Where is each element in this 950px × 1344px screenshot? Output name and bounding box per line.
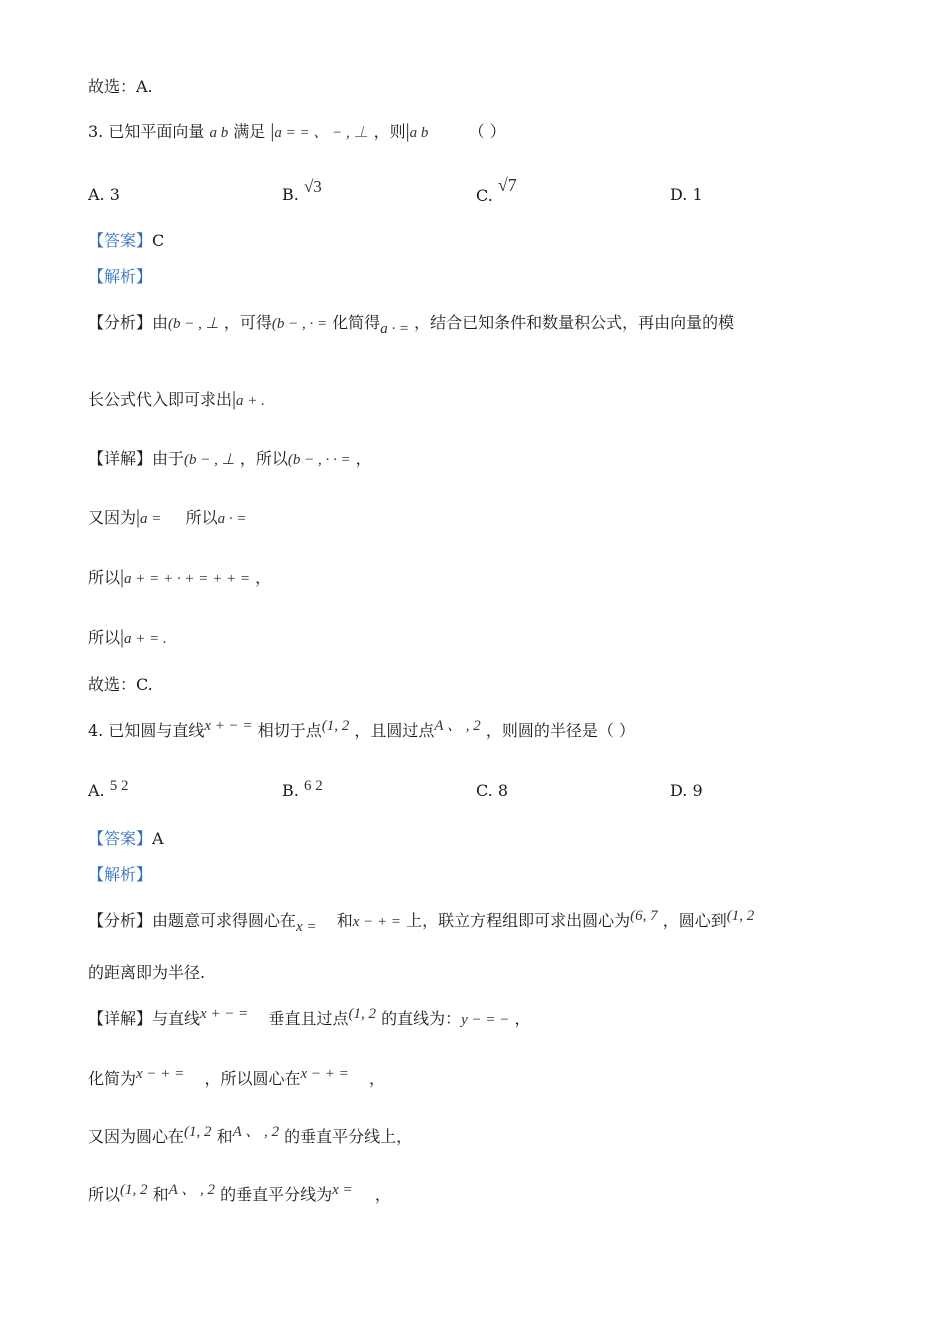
q4-option-b bbox=[282, 780, 323, 803]
text: 上，联立方程组即可求出圆心为 bbox=[406, 911, 631, 930]
text: 的距离即为半径. bbox=[88, 963, 206, 982]
text: ， bbox=[514, 1009, 531, 1028]
fenxi-tag: 【分析】 bbox=[88, 911, 153, 930]
option-label: D. bbox=[670, 185, 688, 204]
q4-detail-line-4 bbox=[88, 1184, 391, 1207]
q4-detail-line-3 bbox=[88, 1126, 412, 1149]
q3-analysis-heading bbox=[88, 266, 152, 288]
q4-detail-line-2 bbox=[88, 1068, 385, 1091]
answer-tag: 【答案】 bbox=[88, 829, 153, 848]
option-label: D. bbox=[670, 781, 688, 800]
formula: A 、 , 2 bbox=[434, 718, 481, 734]
q4-answer-value: A bbox=[152, 829, 164, 848]
text: 由题意可求得圆心在 bbox=[152, 911, 297, 930]
q4-fenxi-line-2 bbox=[88, 962, 205, 984]
text: 的垂直平分线为 bbox=[220, 1185, 333, 1204]
text: 由 bbox=[152, 313, 169, 332]
formula: a + = + · + = + + = bbox=[124, 571, 251, 587]
text: 和 bbox=[152, 1185, 169, 1204]
q3-option-d bbox=[670, 184, 703, 206]
option-label: C. bbox=[476, 781, 493, 800]
q3-fenxi-line-1 bbox=[88, 312, 734, 335]
formula: a · = bbox=[380, 321, 410, 337]
text: 的垂直平分线上， bbox=[284, 1127, 413, 1146]
text: ， bbox=[255, 568, 272, 587]
abs-bar: | bbox=[270, 120, 275, 142]
option-value: 1 bbox=[692, 185, 703, 204]
text: ， bbox=[374, 1185, 391, 1204]
formula: x − + = bbox=[136, 1066, 185, 1082]
fenxi-tag: 【分析】 bbox=[88, 313, 153, 332]
text: 又因为圆心在 bbox=[88, 1127, 185, 1146]
q3-answer-line bbox=[88, 230, 164, 252]
formula: x − + = bbox=[352, 914, 402, 930]
analysis-tag: 【解析】 bbox=[88, 267, 153, 286]
formula: (b − , · = bbox=[271, 316, 328, 332]
option-value: √3 bbox=[303, 177, 322, 196]
text: 4. 已知圆与直线 bbox=[88, 721, 205, 740]
formula: a · = bbox=[217, 511, 247, 527]
option-value: 6 2 bbox=[303, 778, 323, 794]
q3-answer-paren: （ ） bbox=[468, 122, 506, 141]
analysis-tag: 【解析】 bbox=[88, 865, 153, 884]
option-value: 5 2 bbox=[109, 778, 129, 794]
formula: A 、 , 2 bbox=[232, 1124, 280, 1140]
q3-option-c bbox=[476, 174, 517, 205]
xiangjie-tag: 【详解】 bbox=[88, 449, 153, 468]
text: 和 bbox=[216, 1127, 233, 1146]
abs-bar: | bbox=[120, 566, 125, 588]
abs-bar: | bbox=[120, 626, 125, 648]
text: 由于 bbox=[152, 449, 185, 468]
abs-bar: | bbox=[405, 120, 410, 142]
text: ，所以圆心在 bbox=[204, 1069, 301, 1088]
q3-detail-line-1 bbox=[88, 448, 372, 471]
q4-detail-line-1 bbox=[88, 1008, 531, 1031]
text: 又因为 bbox=[88, 508, 137, 527]
q3-stem-text: 3. 已知平面向量 bbox=[88, 122, 205, 141]
formula: (b − , ⊥ bbox=[168, 316, 219, 332]
formula: x + − = bbox=[200, 1006, 249, 1022]
text: ，且圆过点 bbox=[354, 721, 435, 740]
formula: x = bbox=[296, 919, 317, 935]
option-value: 3 bbox=[109, 185, 120, 204]
option-label: A. bbox=[88, 185, 105, 204]
question-3-stem bbox=[88, 120, 506, 144]
formula: x − + = bbox=[300, 1066, 349, 1082]
answer-tag: 【答案】 bbox=[88, 231, 153, 250]
q4-option-c bbox=[476, 780, 508, 802]
abs-bar: | bbox=[136, 506, 141, 528]
q3-detail-line-4 bbox=[88, 626, 167, 650]
formula: y − = − bbox=[461, 1012, 510, 1028]
text: 所以 bbox=[185, 508, 218, 527]
text: 的直线为： bbox=[381, 1009, 462, 1028]
option-value: 9 bbox=[692, 781, 703, 800]
text: ，可得 bbox=[223, 313, 272, 332]
q3-condition-formula: a = = 、 − , ⊥ bbox=[274, 125, 369, 141]
option-value: √7 bbox=[497, 175, 517, 195]
conclusion-text: 故选：A. bbox=[88, 77, 153, 96]
question-4-stem bbox=[88, 720, 635, 743]
xiangjie-tag: 【详解】 bbox=[88, 1009, 153, 1028]
formula: (b − , ⊥ bbox=[184, 452, 235, 468]
formula: (1, 2 bbox=[120, 1182, 148, 1198]
text: 所以 bbox=[88, 628, 121, 647]
q3-stem-text-2: 满足 bbox=[233, 122, 266, 141]
text: 化简得 bbox=[332, 313, 381, 332]
text: 故选：C. bbox=[88, 675, 153, 694]
q3-ask-formula: a b bbox=[409, 125, 429, 141]
text: ，结合已知条件和数量积公式，再由向量的模 bbox=[414, 313, 735, 332]
q3-fenxi-line-2 bbox=[88, 388, 265, 412]
text: ，则圆的半径是（ ） bbox=[485, 721, 635, 740]
formula: x + − = bbox=[204, 718, 253, 734]
option-label: C. bbox=[476, 186, 493, 205]
formula: a + = . bbox=[124, 631, 167, 647]
formula: (6, 7 bbox=[630, 908, 658, 924]
q4-answer-line bbox=[88, 828, 164, 850]
q3-answer-value: C bbox=[152, 231, 165, 250]
text: 垂直且过点 bbox=[268, 1009, 349, 1028]
option-value: 8 bbox=[497, 781, 509, 800]
q4-option-d bbox=[670, 780, 703, 802]
formula: a = bbox=[140, 511, 162, 527]
text: 与直线 bbox=[152, 1009, 201, 1028]
formula: (1, 2 bbox=[184, 1124, 212, 1140]
text: ，圆心到 bbox=[662, 911, 727, 930]
formula: A 、 , 2 bbox=[168, 1182, 216, 1198]
text: ，所以 bbox=[239, 449, 288, 468]
q3-detail-line-3 bbox=[88, 566, 271, 590]
q3-stem-text-3: ，则 bbox=[373, 122, 406, 141]
conclusion-line bbox=[88, 76, 153, 98]
formula: (b − , · · = bbox=[287, 452, 351, 468]
text: 长公式代入即可求出 bbox=[88, 390, 233, 409]
q4-option-a bbox=[88, 780, 128, 803]
q3-option-b bbox=[282, 176, 322, 204]
q3-vector-names: a b bbox=[209, 125, 229, 141]
q3-option-a bbox=[88, 184, 120, 206]
text: 所以 bbox=[88, 1185, 121, 1204]
q4-fenxi-line-1 bbox=[88, 910, 754, 933]
formula: (1, 2 bbox=[726, 908, 755, 924]
text: 化简为 bbox=[88, 1069, 137, 1088]
q3-detail-line-2 bbox=[88, 506, 246, 530]
formula: a + . bbox=[236, 393, 265, 409]
formula: (1, 2 bbox=[321, 718, 350, 734]
formula: x = bbox=[332, 1182, 353, 1198]
text: ， bbox=[368, 1069, 385, 1088]
option-label: A. bbox=[88, 781, 105, 800]
abs-bar: | bbox=[232, 388, 237, 410]
option-label: B. bbox=[282, 781, 299, 800]
formula: (1, 2 bbox=[348, 1006, 377, 1022]
text: 相切于点 bbox=[257, 721, 322, 740]
option-label: B. bbox=[282, 185, 299, 204]
text: 和 bbox=[336, 911, 353, 930]
q3-conclusion bbox=[88, 674, 153, 696]
text: ， bbox=[355, 449, 372, 468]
text: 所以 bbox=[88, 568, 121, 587]
q4-analysis-heading bbox=[88, 864, 152, 886]
